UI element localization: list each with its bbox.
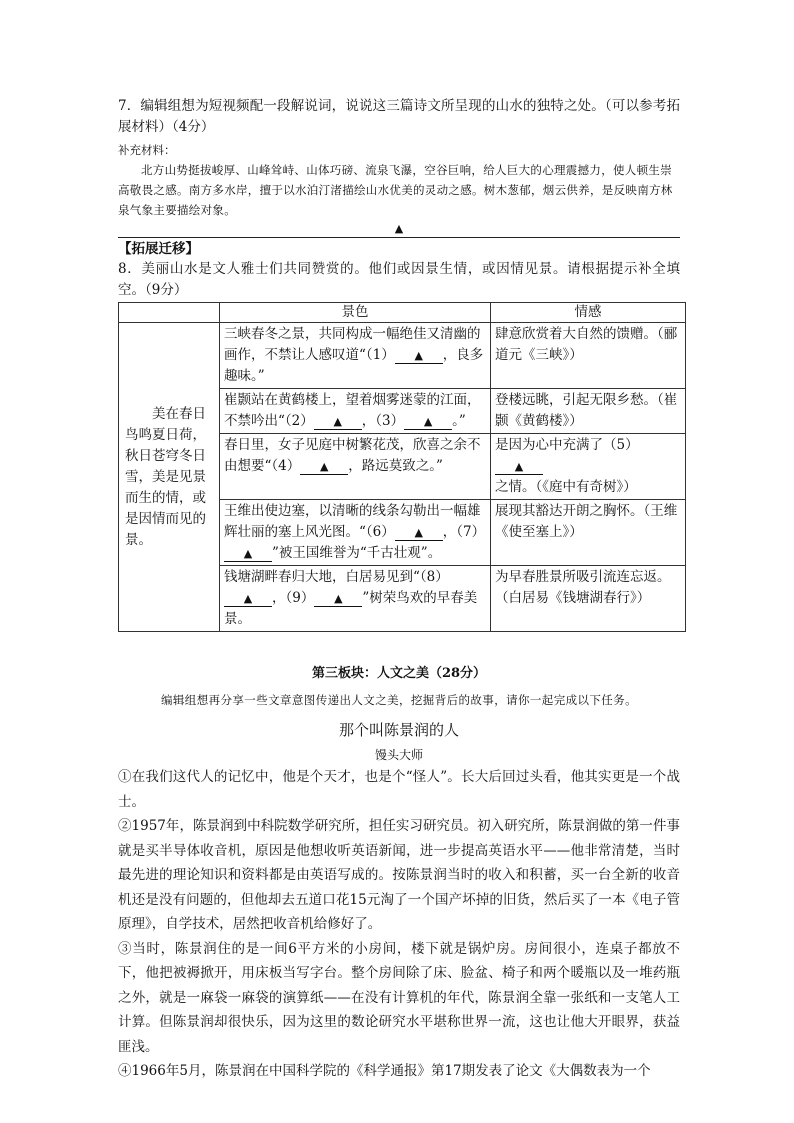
emotion-cell: 展现其豁达开朗之胸怀。（王维《使至塞上》） xyxy=(491,500,686,566)
left-note-cell: 美在春日鸟鸣夏日荷，秋日苍穹冬日雪，美是见景而生的情，或是因情而见的景。 xyxy=(119,323,220,632)
scene-text: ，（7） xyxy=(442,524,486,540)
emotion-cell xyxy=(491,434,686,500)
scene-text: 。” xyxy=(452,413,466,429)
scene-cell xyxy=(220,566,491,632)
emotion-text: 是因为心中充满了（5） xyxy=(495,437,639,453)
emotion-cell: 登楼远眺，引起无限乡愁。（崔颢《黄鹤楼》） xyxy=(491,389,686,434)
table-header-row xyxy=(119,303,686,323)
emotion-text: 之情。（《庭中有奇树》） xyxy=(495,479,637,495)
scene-cell xyxy=(220,323,491,389)
answer-blank-9[interactable]: ▲ xyxy=(314,592,362,607)
scene-text: 钱塘湖畔春归大地，白居易见到“（8） xyxy=(224,569,449,585)
article-paragraph-2: ②1957年，陈景润到中科院数学研究所，担任实习研究员。初入研究所，陈景润做的第一件事就是买半导体收音机，原因是他想收听英语新闻，进一步提高英语水平——他非常清楚，当时最先进的理论知识和资料都是由英语写成的。按陈景润当时的收入和积蓄，买一台全新的收音机还是没有问题的，但他却去五道口花15元淘了一个国产坏掉的旧货，然后买了一本《电子管原理》，自学技术，居然把收音机给修好了。 xyxy=(118,818,680,932)
header-scene: 景色 xyxy=(220,303,491,323)
scene-text: ，（9） xyxy=(272,590,315,606)
section-expand-heading: 【拓展迁移】 xyxy=(118,241,199,257)
scene-text: 崔颢站在黄鹤楼上，望着烟雾迷蒙的江面，不禁吟出“（2） xyxy=(224,392,481,429)
section-3-intro: 编辑组想再分享一些文章意图传递出人文之美，挖掘背后的故事，请你一起完成以下任务。 xyxy=(161,693,637,707)
answer-blank-4[interactable]: ▲ xyxy=(300,460,348,475)
answer-blank-3[interactable]: ▲ xyxy=(404,415,452,430)
scene-text: ”树荣鸟欢的早春美景。 xyxy=(224,590,478,627)
scene-cell xyxy=(220,500,491,566)
article-paragraph-4: ④1966年5月，陈景润在中国科学院的《科学通报》第17期发表了论文《大偶数表为一个 xyxy=(118,1063,651,1079)
article-paragraph-1: ①在我们这代人的记忆中，他是个天才，也是个“怪人”。长大后回过头看，他其实更是一个战士。 xyxy=(118,769,680,810)
scene-text: ”被王国维誉为“千古壮观”。 xyxy=(272,545,442,561)
article-author: 馒头大师 xyxy=(374,748,423,762)
question-8: 8．美丽山水是文人雅士们共同赞赏的。他们或因景生情，或因情见景。请根据提示补全填空。（9分） xyxy=(118,261,680,298)
scene-text: ，路远莫致之。” xyxy=(348,458,443,474)
answer-blank-8[interactable]: ▲ xyxy=(224,592,272,607)
fill-in-table xyxy=(118,302,686,632)
scene-text: 王维出使边塞，以清晰的线条勾勒出一幅雄辉壮丽的塞上风光图。“（6） xyxy=(224,503,481,540)
answer-blank-5[interactable]: ▲ xyxy=(495,460,543,475)
scene-cell xyxy=(220,434,491,500)
header-emotion: 情感 xyxy=(491,303,686,323)
article-paragraph-3: ③当时，陈景润住的是一间6平方米的小房间，楼下就是锅炉房。房间很小，连桌子都放不下，他把被褥掀开，用床板当写字台。整个房间除了床、脸盆、椅子和两个暖瓶以及一堆药瓶之外，就是一麻袋一麻袋的演算纸——在没有计算机的年代，陈景润全靠一张纸和一支笔人工计算。但陈景润却很快乐，因为这里的数论研究水平堪称世界一流，这也让他大开眼界，获益匪浅。 xyxy=(118,940,680,1055)
supplement-text: 北方山势挺拔峻厚、山峰耸峙、山体巧磅、流泉飞瀑，空谷巨响，给人巨大的心理震撼力，使人顿生崇高敬畏之感。南方多水岸，擅于以水泊汀渚描绘山水优美的灵动之感。树木葱郁，烟云供养，是反映南方林泉气象主要描绘对象。 xyxy=(118,163,673,217)
divider-line xyxy=(118,237,680,238)
answer-blank-1[interactable]: ▲ xyxy=(395,349,443,364)
answer-blank-6[interactable]: ▲ xyxy=(395,526,443,541)
emotion-cell: 为早春胜景所吸引流连忘返。（白居易《钱塘湖春行》） xyxy=(491,566,686,632)
table-row xyxy=(119,323,686,389)
header-empty-cell xyxy=(119,303,220,323)
scene-text: ，良多趣味。” xyxy=(224,347,484,384)
answer-blank-2[interactable]: ▲ xyxy=(314,415,362,430)
scene-text: 春日里，女子见庭中树繁花茂，欣喜之余不由想要“（4） xyxy=(224,437,481,474)
emotion-cell: 肆意欣赏着大自然的馈赠。（郦道元《三峡》） xyxy=(491,323,686,389)
question-7: 7．编辑组想为短视频配一段解说词，说说这三篇诗文所呈现的山水的独特之处。（可以参考拓展材料）（4分） xyxy=(118,98,680,135)
scene-text: ，（3） xyxy=(361,413,405,429)
supplement-label: 补充材料： xyxy=(118,143,176,157)
exam-page xyxy=(118,96,680,1084)
scene-text: 三峡春冬之景，共同构成一幅绝佳又清幽的画作，不禁让人感叹道“（1） xyxy=(224,326,481,363)
answer-blank-7[interactable]: ▲ xyxy=(224,547,272,562)
answer-triangle: ▲ xyxy=(394,222,404,235)
section-3-title: 第三板块：人文之美（28分） xyxy=(311,666,487,681)
article-title: 那个叫陈景润的人 xyxy=(338,721,459,739)
scene-cell xyxy=(220,389,491,434)
